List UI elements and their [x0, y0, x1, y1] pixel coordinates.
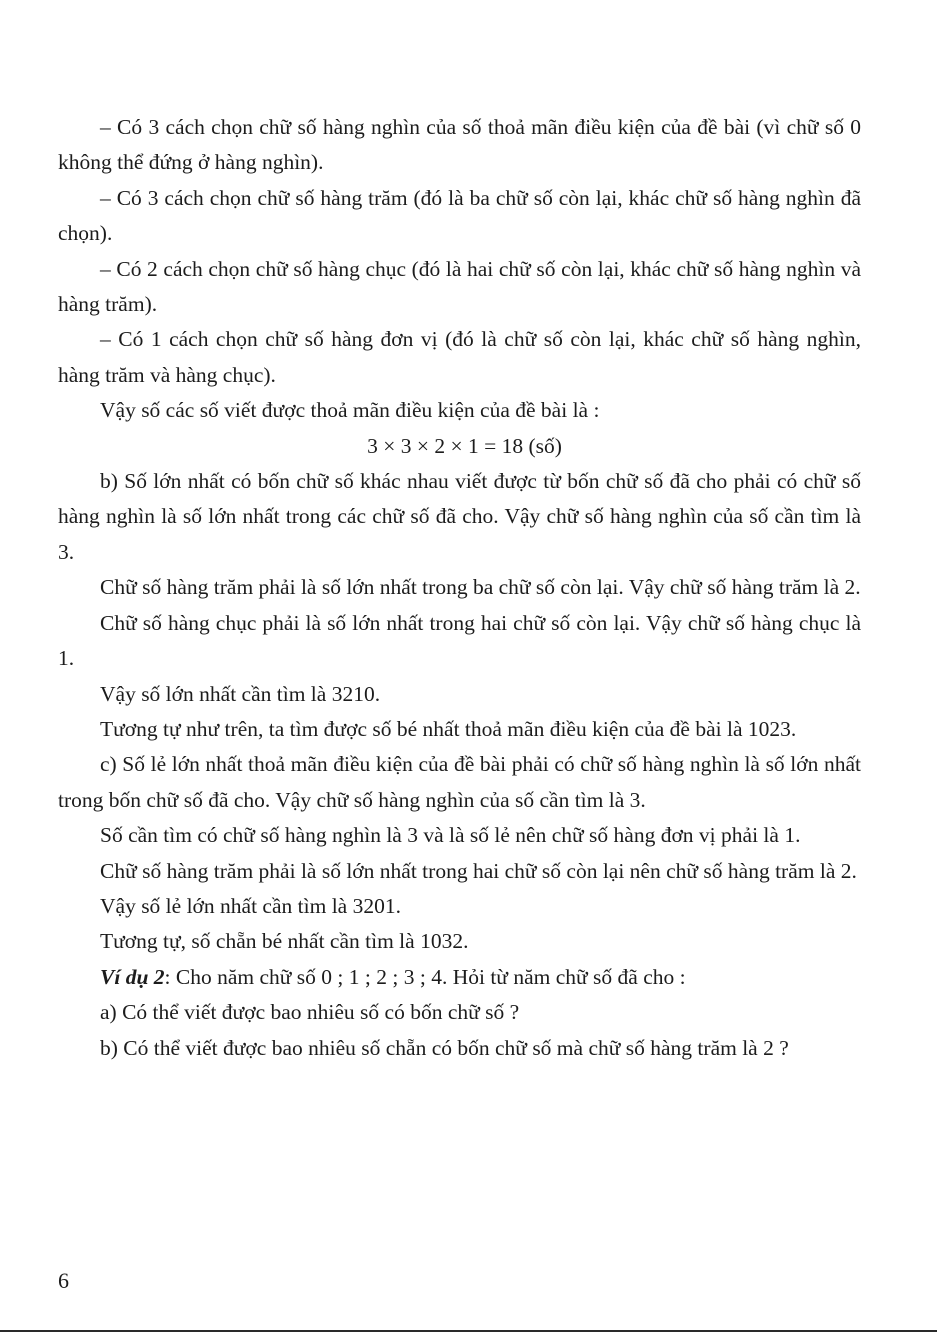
question-a: a) Có thể viết được bao nhiêu số có bốn chữ số ?: [100, 1000, 520, 1025]
bottom-divider: [0, 1330, 937, 1332]
example-label: Ví dụ 2: [100, 964, 165, 989]
paragraph-largest-odd: Vậy số lẻ lớn nhất cần tìm là 3201.: [100, 893, 401, 918]
paragraph-part-b: b) Số lớn nhất có bốn chữ số khác nhau viết được từ bốn chữ số đã cho phải có chữ số hàng nghìn là số lớn nhất trong các chữ số đã cho. Vậy chữ số hàng nghìn của số cần tìm là 3.: [58, 469, 861, 564]
paragraph-odd-hundreds: Chữ số hàng trăm phải là số lớn nhất trong hai chữ số còn lại nên chữ số hàng trăm là 2.: [100, 858, 857, 883]
paragraph-tens-digit: Chữ số hàng chục phải là số lớn nhất trong hai chữ số còn lại. Vậy chữ số hàng chục là 1.: [58, 610, 861, 671]
paragraph-smallest-even: Tương tự, số chẵn bé nhất cần tìm là 1032.: [100, 929, 469, 954]
paragraph-conclusion: Vậy số các số viết được thoả mãn điều kiện của đề bài là :: [100, 398, 600, 423]
paragraph-units-choice: – Có 1 cách chọn chữ số hàng đơn vị (đó là chữ số còn lại, khác chữ số hàng nghìn, hàng trăm và hàng chục).: [58, 327, 861, 387]
formula-count: 3 × 3 × 2 × 1 = 18 (số): [367, 433, 562, 458]
paragraph-hundreds-digit: Chữ số hàng trăm phải là số lớn nhất trong ba chữ số còn lại. Vậy chữ số hàng trăm là 2.: [100, 575, 861, 600]
paragraph-hundreds-choice: – Có 3 cách chọn chữ số hàng trăm (đó là ba chữ số còn lại, khác chữ số hàng nghìn đã chọn).: [58, 185, 861, 246]
example-2: [58, 960, 861, 995]
paragraph-part-c: c) Số lẻ lớn nhất thoả mãn điều kiện của đề bài phải có chữ số hàng nghìn là số lớn nhất trong bốn chữ số đã cho. Vậy chữ số hàng nghìn của số cần tìm là 3.: [58, 752, 861, 812]
question-b: b) Có thể viết được bao nhiêu số chẵn có bốn chữ số mà chữ số hàng trăm là 2 ?: [100, 1035, 789, 1060]
example-text: : Cho năm chữ số 0 ; 1 ; 2 ; 3 ; 4. Hỏi từ năm chữ số đã cho :: [164, 964, 686, 989]
page-body: [58, 110, 861, 1066]
paragraph-largest-number: Vậy số lớn nhất cần tìm là 3210.: [100, 681, 381, 706]
paragraph-tens-choice: – Có 2 cách chọn chữ số hàng chục (đó là hai chữ số còn lại, khác chữ số hàng nghìn và hàng trăm).: [58, 256, 861, 317]
paragraph-odd-units: Số cần tìm có chữ số hàng nghìn là 3 và là số lẻ nên chữ số hàng đơn vị phải là 1.: [100, 823, 801, 848]
page-number: 6: [58, 1268, 69, 1293]
paragraph-smallest-number: Tương tự như trên, ta tìm được số bé nhất thoả mãn điều kiện của đề bài là 1023.: [100, 716, 797, 741]
paragraph-thousands-choice: – Có 3 cách chọn chữ số hàng nghìn của số thoả mãn điều kiện của đề bài (vì chữ số 0 không thể đứng ở hàng nghìn).: [58, 115, 861, 175]
